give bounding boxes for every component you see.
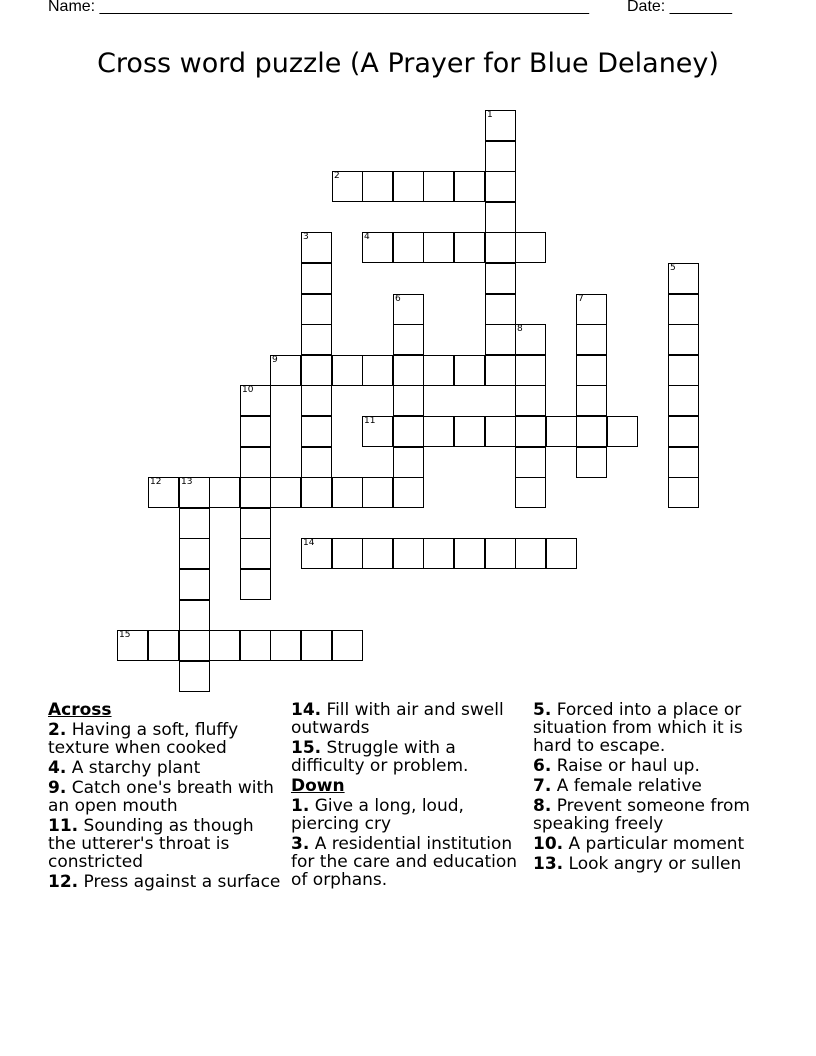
grid-cell[interactable] — [515, 416, 546, 447]
clue-text: Give a long, loud, piercing cry — [291, 796, 464, 834]
clue-item — [291, 797, 526, 833]
grid-cell[interactable] — [607, 416, 638, 447]
name-field-line: Name: _______________________________________________________ — [48, 0, 589, 15]
grid-cell[interactable] — [668, 263, 699, 294]
grid-cell[interactable] — [485, 263, 516, 294]
grid-cell[interactable] — [240, 630, 271, 661]
grid-cell[interactable] — [240, 385, 271, 416]
grid-cell[interactable] — [179, 600, 210, 631]
grid-cell[interactable] — [454, 538, 485, 569]
clue-number: 5 — [670, 263, 676, 273]
grid-cell[interactable] — [362, 232, 393, 263]
clue-number: 4 — [364, 232, 370, 242]
clue-item — [533, 835, 768, 853]
grid-cell[interactable] — [240, 477, 271, 508]
grid-cell[interactable] — [485, 110, 516, 141]
clue-text: Struggle with a difficulty or problem. — [291, 738, 469, 776]
grid-cell[interactable] — [240, 569, 271, 600]
grid-cell[interactable] — [393, 477, 424, 508]
grid-cell[interactable] — [301, 263, 332, 294]
clue-column-1 — [48, 701, 283, 893]
clue-column-2 — [291, 701, 526, 891]
grid-cell[interactable] — [485, 355, 516, 386]
grid-cell[interactable] — [423, 232, 454, 263]
clue-number-label: 5. — [533, 700, 552, 720]
grid-cell[interactable] — [179, 569, 210, 600]
grid-cell[interactable] — [668, 477, 699, 508]
clue-item — [291, 739, 526, 775]
clue-text: A residential institution for the care and education of orphans. — [291, 834, 518, 890]
grid-cell[interactable] — [270, 477, 301, 508]
grid-cell[interactable] — [515, 355, 546, 386]
clue-number: 10 — [242, 385, 254, 395]
grid-cell[interactable] — [546, 538, 577, 569]
grid-cell[interactable] — [485, 294, 516, 325]
grid-cell[interactable] — [576, 385, 607, 416]
clue-number: 11 — [364, 416, 376, 426]
grid-cell[interactable] — [668, 385, 699, 416]
grid-cell[interactable] — [301, 294, 332, 325]
across-clue-list-continued — [291, 701, 526, 775]
down-heading: Down — [291, 776, 345, 796]
grid-cell[interactable] — [362, 416, 393, 447]
clue-item — [533, 797, 768, 833]
down-clue-list — [291, 797, 526, 889]
grid-cell[interactable] — [668, 447, 699, 478]
clue-number-label: 15. — [291, 738, 322, 758]
clue-text: Look angry or sullen — [563, 854, 742, 874]
clue-number-label: 8. — [533, 796, 552, 816]
grid-cell[interactable] — [362, 477, 393, 508]
clue-item — [48, 721, 283, 757]
grid-cell[interactable] — [546, 416, 577, 447]
grid-cell[interactable] — [485, 232, 516, 263]
grid-cell[interactable] — [362, 355, 393, 386]
grid-cell[interactable] — [485, 324, 516, 355]
clue-number: 9 — [272, 355, 278, 365]
grid-cell[interactable] — [179, 477, 210, 508]
grid-cell[interactable] — [515, 324, 546, 355]
clue-number-label: 3. — [291, 834, 310, 854]
grid-cell[interactable] — [332, 538, 363, 569]
clue-text: Catch one's breath with an open mouth — [48, 778, 274, 816]
clue-item — [291, 835, 526, 889]
grid-cell[interactable] — [240, 447, 271, 478]
grid-cell[interactable] — [301, 355, 332, 386]
grid-cell[interactable] — [301, 630, 332, 661]
grid-cell[interactable] — [454, 416, 485, 447]
down-clue-list-continued — [533, 701, 768, 873]
grid-cell[interactable] — [454, 171, 485, 202]
grid-cell[interactable] — [362, 171, 393, 202]
grid-cell[interactable] — [301, 416, 332, 447]
grid-cell[interactable] — [393, 447, 424, 478]
grid-cell[interactable] — [423, 416, 454, 447]
clue-text: A female relative — [551, 776, 702, 796]
clue-item — [533, 777, 768, 795]
clue-number: 7 — [578, 294, 584, 304]
clue-number-label: 13. — [533, 854, 564, 874]
grid-cell[interactable] — [240, 508, 271, 539]
grid-cell[interactable] — [668, 416, 699, 447]
grid-cell[interactable] — [576, 447, 607, 478]
grid-cell[interactable] — [423, 355, 454, 386]
clue-text: Prevent someone from speaking freely — [533, 796, 750, 834]
grid-cell[interactable] — [209, 630, 240, 661]
grid-cell[interactable] — [576, 324, 607, 355]
clue-number: 12 — [150, 477, 162, 487]
grid-cell[interactable] — [301, 324, 332, 355]
grid-cell[interactable] — [668, 324, 699, 355]
clue-item — [291, 701, 526, 737]
clue-text: Fill with air and swell outwards — [291, 700, 504, 738]
grid-cell[interactable] — [393, 232, 424, 263]
grid-cell[interactable] — [454, 355, 485, 386]
clue-number-label: 11. — [48, 816, 79, 836]
clue-text: Having a soft, fluffy texture when cooked — [48, 720, 239, 758]
grid-cell[interactable] — [332, 355, 363, 386]
grid-cell[interactable] — [393, 538, 424, 569]
grid-cell[interactable] — [332, 171, 363, 202]
grid-cell[interactable] — [515, 385, 546, 416]
clue-text: A particular moment — [563, 834, 745, 854]
grid-cell[interactable] — [179, 508, 210, 539]
grid-cell[interactable] — [393, 171, 424, 202]
grid-cell[interactable] — [576, 294, 607, 325]
grid-cell[interactable] — [454, 232, 485, 263]
grid-cell[interactable] — [393, 324, 424, 355]
clue-text: Press against a surface — [78, 872, 281, 892]
clue-number-label: 4. — [48, 758, 67, 778]
grid-cell[interactable] — [668, 355, 699, 386]
clue-item — [48, 873, 283, 891]
grid-cell[interactable] — [148, 477, 179, 508]
grid-cell[interactable] — [362, 538, 393, 569]
grid-cell[interactable] — [301, 385, 332, 416]
clue-text: Raise or haul up. — [551, 756, 700, 776]
clue-item — [533, 757, 768, 775]
clue-number: 1 — [487, 110, 493, 120]
grid-cell[interactable] — [301, 232, 332, 263]
clue-column-3 — [533, 701, 768, 875]
clue-number: 14 — [303, 538, 315, 548]
grid-cell[interactable] — [301, 447, 332, 478]
grid-cell[interactable] — [270, 630, 301, 661]
grid-cell[interactable] — [668, 294, 699, 325]
grid-cell[interactable] — [515, 447, 546, 478]
clue-item — [533, 855, 768, 873]
clue-number: 13 — [181, 477, 193, 487]
clue-number-label: 1. — [291, 796, 310, 816]
grid-cell[interactable] — [301, 538, 332, 569]
grid-cell[interactable] — [423, 171, 454, 202]
grid-cell[interactable] — [332, 630, 363, 661]
clue-text: Sounding as though the utterer's throat is constricted — [48, 816, 254, 872]
clue-number-label: 2. — [48, 720, 67, 740]
grid-cell[interactable] — [240, 416, 271, 447]
grid-cell[interactable] — [485, 202, 516, 233]
grid-cell[interactable] — [117, 630, 148, 661]
clue-number-label: 12. — [48, 872, 79, 892]
grid-cell[interactable] — [485, 171, 516, 202]
grid-cell[interactable] — [485, 416, 516, 447]
grid-cell[interactable] — [179, 630, 210, 661]
grid-cell[interactable] — [515, 477, 546, 508]
grid-cell[interactable] — [148, 630, 179, 661]
grid-cell[interactable] — [393, 416, 424, 447]
grid-cell[interactable] — [179, 661, 210, 692]
date-field-line: Date: _______ — [627, 0, 732, 15]
grid-cell[interactable] — [240, 538, 271, 569]
clue-number: 3 — [303, 232, 309, 242]
clue-number: 6 — [395, 294, 401, 304]
grid-cell[interactable] — [423, 538, 454, 569]
clue-number-label: 6. — [533, 756, 552, 776]
clue-number: 2 — [334, 171, 340, 181]
grid-cell[interactable] — [270, 355, 301, 386]
clue-number: 15 — [119, 630, 131, 640]
across-clue-list — [48, 721, 283, 891]
grid-cell[interactable] — [576, 416, 607, 447]
grid-cell[interactable] — [393, 385, 424, 416]
puzzle-title: Cross word puzzle (A Prayer for Blue Delaney) — [97, 48, 719, 79]
grid-cell[interactable] — [485, 141, 516, 172]
grid-cell[interactable] — [332, 477, 363, 508]
clue-number-label: 10. — [533, 834, 564, 854]
clue-text: A starchy plant — [66, 758, 201, 778]
clue-number-label: 9. — [48, 778, 67, 798]
grid-cell[interactable] — [393, 355, 424, 386]
clue-number: 8 — [517, 324, 523, 334]
grid-cell[interactable] — [393, 294, 424, 325]
grid-cell[interactable] — [515, 232, 546, 263]
clue-item — [533, 701, 768, 755]
clue-text: Forced into a place or situation from which it is hard to escape. — [533, 700, 743, 756]
grid-cell[interactable] — [576, 355, 607, 386]
grid-cell[interactable] — [301, 477, 332, 508]
clue-number-label: 7. — [533, 776, 552, 796]
grid-cell[interactable] — [485, 538, 516, 569]
across-heading: Across — [48, 700, 112, 720]
grid-cell[interactable] — [209, 477, 240, 508]
clue-item — [48, 817, 283, 871]
clue-number-label: 14. — [291, 700, 322, 720]
clue-item — [48, 759, 283, 777]
clue-item — [48, 779, 283, 815]
grid-cell[interactable] — [179, 538, 210, 569]
grid-cell[interactable] — [515, 538, 546, 569]
